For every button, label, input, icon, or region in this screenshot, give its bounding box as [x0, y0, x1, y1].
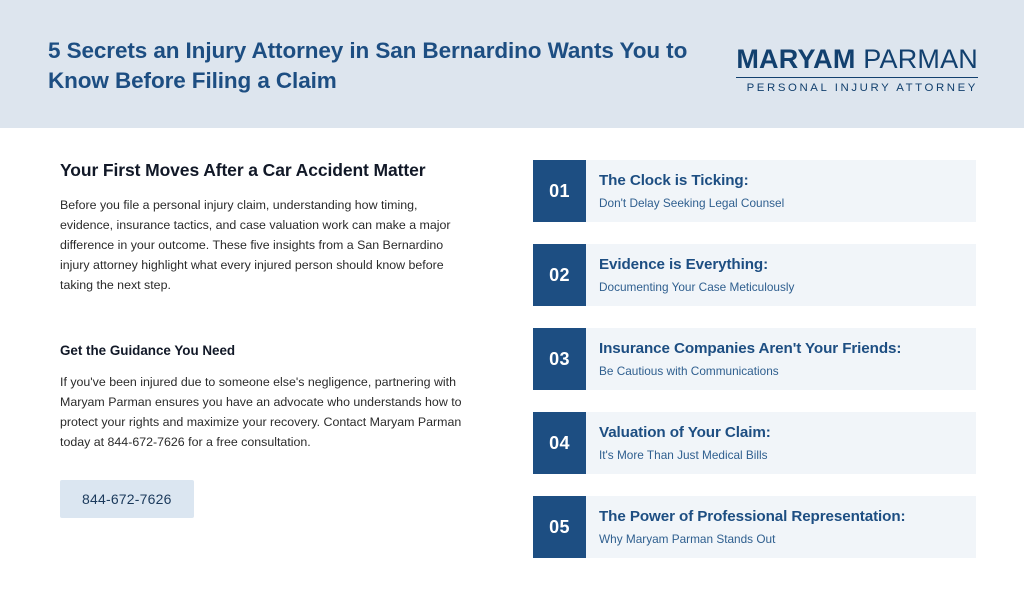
secret-title: Evidence is Everything:	[599, 255, 769, 273]
list-item[interactable]	[533, 160, 976, 222]
secret-number: 04	[533, 412, 586, 474]
intro-paragraph: Before you file a personal injury claim, understanding how timing, evidence, insurance tactics, and case valuation work can make a major difference in your outcome. These five insights from a San Bernardino injury attorney highlight what every injured person should know before taking the next step.	[60, 198, 451, 292]
secret-subtitle: Why Maryam Parman Stands Out	[599, 531, 776, 546]
secret-number: 01	[533, 160, 586, 222]
secret-title: Insurance Companies Aren't Your Friends:	[599, 339, 902, 357]
secret-text	[586, 412, 771, 474]
secret-subtitle: Don't Delay Seeking Legal Counsel	[599, 195, 785, 210]
secret-text	[586, 496, 905, 558]
secret-number: 03	[533, 328, 586, 390]
brand-logo	[736, 44, 978, 94]
page-header	[0, 0, 1024, 128]
intro-heading: Your First Moves After a Car Accident Matter	[60, 160, 426, 180]
logo-name-last: PARMAN	[863, 44, 978, 74]
logo-tagline: PERSONAL INJURY ATTORNEY	[746, 82, 978, 94]
list-item[interactable]	[533, 496, 976, 558]
secret-text	[586, 328, 901, 390]
list-item[interactable]	[533, 244, 976, 306]
secret-number: 02	[533, 244, 586, 306]
phone-button[interactable]: 844-672-7626	[60, 480, 194, 518]
list-item[interactable]	[533, 412, 976, 474]
page-content	[0, 128, 1024, 616]
secrets-list	[533, 160, 976, 580]
guidance-paragraph: If you've been injured due to someone else's negligence, partnering with Maryam Parman ensures you have an advocate who understands how to protect your rights and maximize your recovery. Contact Maryam Parman today at 844-672-7626 for a free consultation.	[60, 375, 462, 449]
logo-divider	[736, 77, 978, 78]
secret-subtitle: It's More Than Just Medical Bills	[599, 447, 768, 462]
secret-subtitle: Documenting Your Case Meticulously	[599, 279, 795, 294]
secret-text	[586, 244, 794, 306]
secret-subtitle: Be Cautious with Communications	[599, 363, 779, 378]
guidance-section	[60, 343, 470, 518]
logo-name	[736, 44, 978, 74]
secret-text	[586, 160, 784, 222]
list-item[interactable]	[533, 328, 976, 390]
page-title: 5 Secrets an Injury Attorney in San Bernardino Wants You to Know Before Filing a Claim	[48, 38, 688, 93]
secret-title: Valuation of Your Claim:	[599, 423, 771, 441]
secret-title: The Power of Professional Representation:	[599, 507, 906, 525]
secret-number: 05	[533, 496, 586, 558]
logo-name-first: MARYAM	[736, 44, 856, 74]
secret-title: The Clock is Ticking:	[599, 171, 749, 189]
guidance-heading: Get the Guidance You Need	[60, 343, 236, 358]
intro-section	[60, 160, 470, 295]
